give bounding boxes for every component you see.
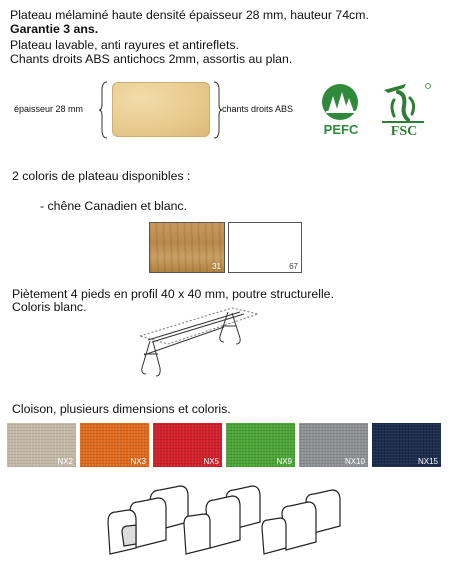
colors-subtitle: - chêne Canadien et blanc. xyxy=(40,199,187,213)
partition-swatch-nx9 xyxy=(226,423,295,467)
partition-swatch-nx3 xyxy=(80,423,149,467)
partition-drawing-3-icon xyxy=(258,488,353,560)
intro-line-4: Chants droits ABS antichocs 2mm, assortis au plan. xyxy=(10,52,293,66)
swatch-code: NX9 xyxy=(276,457,292,466)
fsc-logo-icon xyxy=(376,80,434,138)
partition-swatch-nx10 xyxy=(299,423,368,467)
swatch-code: 67 xyxy=(289,262,298,271)
swatch-code: NX5 xyxy=(203,457,219,466)
swatch-code: NX3 xyxy=(130,457,146,466)
pefc-logo-icon xyxy=(314,82,370,138)
partition-swatch-nx15 xyxy=(372,423,441,467)
plateau-sample-image xyxy=(112,82,210,137)
warranty-line: Garantie 3 ans. xyxy=(10,22,99,36)
swatch-code: NX10 xyxy=(344,457,365,466)
swatch-code: NX15 xyxy=(417,457,438,466)
left-brace-icon xyxy=(99,80,109,140)
intro-line-1: Plateau mélaminé haute densité épaisseur 28 mm, hauteur 74cm. xyxy=(10,8,369,22)
colors-title: 2 coloris de plateau disponibles : xyxy=(12,169,191,183)
partition-swatch-nx5 xyxy=(153,423,222,467)
swatch-code: 31 xyxy=(212,262,221,271)
fsc-text: FSC xyxy=(390,124,418,138)
thickness-label: épaisseur 28 mm xyxy=(14,104,84,114)
intro-line-3: Plateau lavable, anti rayures et antireflets. xyxy=(10,38,239,52)
swatch-code: NX2 xyxy=(57,457,73,466)
partition-title: Cloison, plusieurs dimensions et coloris. xyxy=(12,402,231,416)
edge-label: chants droits ABS xyxy=(222,104,294,114)
table-frame-drawing-icon xyxy=(128,304,262,382)
swatch-blanc xyxy=(228,222,302,273)
right-brace-icon xyxy=(212,80,222,140)
partition-swatch-nx2 xyxy=(7,423,76,467)
legs-line-1: Piètement 4 pieds en profil 40 x 40 mm, poutre structurelle. xyxy=(12,287,334,301)
swatch-chene-canadien xyxy=(149,222,225,273)
pefc-text: PEFC xyxy=(323,122,359,137)
legs-line-2: Coloris blanc. xyxy=(12,300,87,314)
